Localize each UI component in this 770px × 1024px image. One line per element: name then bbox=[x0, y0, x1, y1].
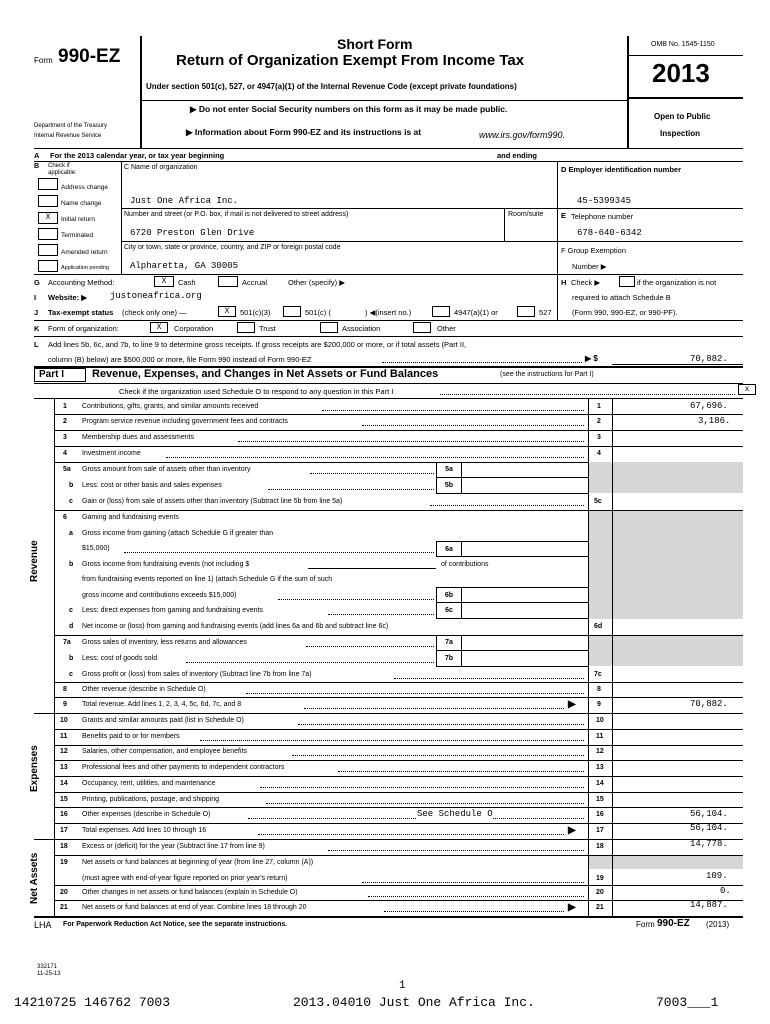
line-value-end-assets: 14,887. bbox=[690, 900, 728, 910]
footer-form-prefix: Form bbox=[636, 920, 655, 929]
other-method-label: Other (specify) ▶ bbox=[288, 278, 346, 287]
omb-number: OMB No. 1545-1150 bbox=[651, 41, 715, 48]
line-text: Occupancy, rent, utilities, and maintenance bbox=[82, 780, 216, 787]
line-value-program-service: 3,186. bbox=[698, 416, 731, 426]
inner-value-5b[interactable] bbox=[462, 478, 588, 494]
row-l-label: L bbox=[34, 340, 39, 349]
line-box: 7c bbox=[594, 671, 602, 678]
gross-receipts-value: 70,882. bbox=[690, 354, 728, 364]
line-text: Program service revenue including government fees and contracts bbox=[82, 418, 288, 425]
line-num: 3 bbox=[63, 434, 67, 441]
row-a-text: For the 2013 calendar year, or tax year beginning bbox=[50, 151, 225, 160]
line-text: $15,000) bbox=[82, 545, 110, 552]
city-state-zip: Alpharetta, GA 30005 bbox=[130, 261, 239, 271]
line-num: b bbox=[69, 561, 74, 568]
lha-label: LHA bbox=[34, 920, 52, 930]
line-num: b bbox=[69, 482, 74, 489]
phone-label: Telephone number bbox=[571, 212, 634, 221]
row-h-label: H bbox=[561, 278, 567, 287]
line-num: 17 bbox=[60, 827, 68, 834]
bottom-left-code: 14210725 146762 7003 bbox=[14, 995, 171, 1010]
line-num: 2 bbox=[63, 418, 67, 425]
info-url: www.irs.gov/form990. bbox=[479, 130, 566, 140]
website-label: Website: ▶ bbox=[48, 293, 87, 302]
row-i-label: I bbox=[34, 293, 37, 302]
line-value-total-revenue: 70,882. bbox=[690, 699, 728, 709]
inner-box: 6b bbox=[436, 587, 462, 603]
form-title: Short Form bbox=[337, 36, 413, 52]
dept-label: Department of the Treasury bbox=[34, 123, 108, 129]
phone-value: 678-640-6342 bbox=[577, 228, 642, 238]
checkbox-terminated[interactable] bbox=[38, 228, 58, 240]
line-box: 20 bbox=[596, 889, 604, 896]
cash-label: Cash bbox=[178, 278, 196, 287]
phone-e-label: E bbox=[561, 211, 567, 220]
row-k-label: K bbox=[34, 324, 40, 333]
address-change-label: Address change bbox=[61, 184, 108, 191]
line-box: 9 bbox=[597, 701, 601, 708]
accounting-method-label: Accounting Method: bbox=[48, 278, 115, 287]
line-value-contributions: 67,696. bbox=[690, 401, 728, 411]
line-text: gross income and contributions exceeds $15,000) bbox=[82, 592, 237, 599]
line-text: Gross income from gaming (attach Schedule G if greater than bbox=[82, 530, 274, 537]
inner-box: 7a bbox=[436, 635, 462, 651]
l-line1: Add lines 5b, 6c, and 7b, to line 9 to determine gross receipts. If gross receipts are $200,000 or more, or if total assets (Part II, bbox=[48, 340, 467, 349]
line-text: Net income or (loss) from gaming and fundraising events (add lines 6a and 6b and subtract line 6c) bbox=[82, 623, 389, 630]
line-value-beginning-assets: 109. bbox=[706, 871, 728, 881]
checkbox-initial-return[interactable]: X bbox=[38, 212, 58, 224]
line-num: 20 bbox=[60, 889, 68, 896]
h-line3: (Form 990, 990-EZ, or 990-PF). bbox=[572, 308, 678, 317]
check-if: Check if bbox=[48, 163, 70, 169]
line-num: 16 bbox=[60, 811, 68, 818]
association-label: Association bbox=[342, 324, 381, 333]
line-extra-see-schedule-o: See Schedule O bbox=[417, 809, 493, 819]
line-num: 1 bbox=[63, 403, 67, 410]
form-code: 332171 bbox=[37, 964, 58, 970]
line-text: Professional fees and other payments to independent contractors bbox=[82, 764, 285, 771]
section-line: Under section 501(c), 527, or 4947(a)(1) of the Internal Revenue Code (except private foundations) bbox=[146, 82, 517, 91]
row-a-ending: and ending bbox=[497, 151, 537, 160]
h-check-label: Check ▶ bbox=[571, 278, 601, 287]
line-arrow: ▶ bbox=[568, 825, 576, 836]
line-text: Membership dues and assessments bbox=[82, 434, 195, 441]
line-num: 7a bbox=[63, 639, 71, 646]
line-value-excess: 14,778. bbox=[690, 839, 728, 849]
line-num: a bbox=[69, 530, 73, 537]
l-line2: column (B) below) are $500,000 or more, file Form 990 instead of Form 990-EZ bbox=[48, 355, 312, 364]
inner-value-6b[interactable] bbox=[462, 587, 588, 603]
inner-value-7b[interactable] bbox=[462, 651, 588, 667]
checkbox-accrual[interactable] bbox=[218, 276, 238, 287]
line-text: Excess or (deficit) for the year (Subtract line 17 from line 9) bbox=[82, 843, 265, 850]
row-a-label: A bbox=[34, 151, 40, 160]
527-label: 527 bbox=[539, 308, 552, 317]
footer-form-year: (2013) bbox=[706, 920, 730, 929]
expenses-side-label: Expenses bbox=[29, 745, 40, 792]
line-num: b bbox=[69, 655, 74, 662]
line-text: Printing, publications, postage, and shipping bbox=[82, 796, 219, 803]
room-label: Room/suite bbox=[508, 211, 544, 218]
checkbox-application-pending[interactable] bbox=[38, 260, 58, 272]
row-g-label: G bbox=[34, 278, 40, 287]
line-arrow: ▶ bbox=[568, 902, 576, 913]
checkbox-schedule-o[interactable]: x bbox=[738, 384, 756, 395]
info-notice: ▶ Information about Form 990-EZ and its instructions is at bbox=[186, 127, 422, 137]
line-text: from fundraising events reported on line 1) (attach Schedule G if the sum of such bbox=[82, 576, 333, 583]
trust-label: Trust bbox=[259, 324, 276, 333]
line-text: Gross income from fundraising events (not including $ bbox=[82, 561, 250, 568]
org-name: Just One Africa Inc. bbox=[130, 196, 239, 206]
line-num: 18 bbox=[60, 843, 68, 850]
line-text: Grants and similar amounts paid (list in Schedule O) bbox=[82, 717, 244, 724]
checkbox-address-change[interactable] bbox=[38, 178, 58, 190]
schedule-o-check-text: Check if the organization used Schedule O to respond to any question in this Part I bbox=[119, 387, 394, 396]
ssn-notice: ▶ Do not enter Social Security numbers on this form as it may be made public. bbox=[190, 104, 508, 114]
tax-year: 2013 bbox=[652, 58, 710, 88]
form-date-code: 11-25-13 bbox=[37, 971, 61, 977]
line-box: 14 bbox=[596, 780, 604, 787]
inner-value-6a[interactable] bbox=[462, 541, 588, 557]
line-text-total-revenue: Total revenue. Add lines 1, 2, 3, 4, 5c, 6d, 7c, and 8 bbox=[82, 701, 242, 708]
checkbox-cash[interactable]: X bbox=[154, 276, 174, 287]
line-box: 17 bbox=[596, 827, 604, 834]
street-label: Number and street (or P.O. box, if mail is not delivered to street address) bbox=[124, 211, 349, 218]
l-arrow: ▶ $ bbox=[585, 354, 598, 363]
group-exemption-label: F Group Exemption bbox=[561, 246, 627, 255]
line-box: 15 bbox=[596, 796, 604, 803]
line-text: Gross sales of inventory, less returns and allowances bbox=[82, 639, 247, 646]
line-num: 12 bbox=[60, 748, 68, 755]
line-text: Contributions, gifts, grants, and similar amounts received bbox=[82, 403, 259, 410]
line-text: (must agree with end-of-year figure reported on prior year's return) bbox=[82, 875, 288, 882]
line-text: Gaming and fundraising events bbox=[82, 514, 179, 521]
line-text: Net assets or fund balances at beginning of year (from line 27, column (A)) bbox=[82, 859, 314, 866]
line-box: 13 bbox=[596, 764, 604, 771]
checkbox-other-org[interactable] bbox=[413, 322, 431, 333]
line-text: Less: direct expenses from gaming and fundraising events bbox=[82, 607, 263, 614]
4947-label: 4947(a)(1) or bbox=[454, 308, 498, 317]
line-num: 11 bbox=[60, 733, 68, 740]
inner-box: 6c bbox=[436, 603, 462, 619]
checkbox-527[interactable] bbox=[517, 306, 535, 317]
name-change-label: Name change bbox=[61, 200, 102, 207]
line-num: 5a bbox=[63, 466, 71, 473]
line-num: 10 bbox=[60, 717, 68, 724]
line-box: 6d bbox=[594, 623, 603, 630]
line-text: Investment income bbox=[82, 450, 141, 457]
line-text: Gain or (loss) from sale of assets other than inventory (Subtract line 5b from line 5a) bbox=[82, 498, 343, 505]
line-text: Other changes in net assets or fund balances (explain in Schedule O) bbox=[82, 889, 298, 896]
inner-value-6c[interactable] bbox=[462, 603, 588, 619]
other-org-label: Other bbox=[437, 324, 456, 333]
501c-label: 501(c) ( bbox=[305, 308, 331, 317]
line-num: 21 bbox=[60, 904, 68, 911]
501c3-label: 501(c)(3) bbox=[240, 308, 271, 317]
line-box: 5c bbox=[594, 498, 602, 505]
line-num: c bbox=[69, 498, 73, 505]
street-address: 6720 Preston Glen Drive bbox=[130, 228, 255, 238]
checkbox-501c[interactable] bbox=[283, 306, 301, 317]
application-pending-label: Application pending bbox=[61, 265, 110, 271]
checkbox-amended-return[interactable] bbox=[38, 244, 58, 256]
line-text: Other revenue (describe in Schedule O) bbox=[82, 686, 206, 693]
initial-return-label: Initial return bbox=[61, 216, 95, 223]
checkbox-trust[interactable] bbox=[237, 322, 255, 333]
corporation-label: Corporation bbox=[174, 324, 214, 333]
line-num: 6 bbox=[63, 514, 67, 521]
part1-title: Revenue, Expenses, and Changes in Net Assets or Fund Balances bbox=[92, 368, 439, 380]
row-j-label: J bbox=[34, 308, 39, 317]
applicable: applicable: bbox=[48, 170, 77, 176]
line-text: Less: cost of goods sold bbox=[82, 655, 158, 662]
line-extra: of contributions bbox=[441, 561, 489, 568]
footer-form-number: 990-EZ bbox=[657, 918, 690, 929]
line-value-other-changes: 0. bbox=[720, 886, 731, 896]
line-text: Gross amount from sale of assets other than inventory bbox=[82, 466, 251, 473]
inspection-label: Inspection bbox=[660, 129, 701, 138]
bottom-right-code: 7003___1 bbox=[656, 995, 719, 1010]
inner-box: 5a bbox=[436, 462, 462, 478]
line-box: 1 bbox=[597, 403, 601, 410]
check-one-label: (check only one) — bbox=[122, 308, 187, 317]
line-box: 18 bbox=[596, 843, 604, 850]
checkbox-schedule-b[interactable] bbox=[619, 276, 635, 287]
form-number: 990-EZ bbox=[58, 46, 121, 67]
form-prefix: Form bbox=[34, 56, 53, 65]
line-num: 8 bbox=[63, 686, 67, 693]
checkbox-corporation[interactable]: X bbox=[150, 322, 168, 333]
org-name-label: C Name of organization bbox=[124, 164, 198, 171]
open-public: Open to Public bbox=[654, 112, 711, 121]
checkbox-4947[interactable] bbox=[432, 306, 450, 317]
org-form-label: Form of organization: bbox=[48, 324, 119, 333]
inner-box: 6a bbox=[436, 541, 462, 557]
form-subtitle: Return of Organization Exempt From Income Tax bbox=[176, 52, 525, 69]
checkbox-name-change[interactable] bbox=[38, 195, 58, 207]
line-num: 13 bbox=[60, 764, 68, 771]
line-num: 9 bbox=[63, 701, 67, 708]
line-num: 14 bbox=[60, 780, 68, 787]
page-number: 1 bbox=[399, 980, 406, 992]
line-num: 15 bbox=[60, 796, 68, 803]
net-assets-side-label: Net Assets bbox=[29, 852, 40, 904]
line-num: c bbox=[69, 607, 73, 614]
line-text: Gross profit or (loss) from sales of inventory (Subtract line 7b from line 7a) bbox=[82, 671, 312, 678]
line-text: Other expenses (describe in Schedule O) bbox=[82, 811, 211, 818]
ein-value: 45-5399345 bbox=[577, 196, 632, 206]
line-text: Less: cost or other basis and sales expenses bbox=[82, 482, 222, 489]
line-text: Salaries, other compensation, and employee benefits bbox=[82, 748, 247, 755]
terminated-label: Terminated bbox=[61, 232, 94, 239]
city-label: City or town, state or province, country, and ZIP or foreign postal code bbox=[124, 244, 341, 251]
row-b-label: B bbox=[34, 163, 40, 170]
line-box: 4 bbox=[597, 450, 601, 457]
amended-return-label: Amended return bbox=[61, 249, 108, 256]
line-box: 16 bbox=[596, 811, 604, 818]
paperwork-notice: For Paperwork Reduction Act Notice, see the separate instructions. bbox=[63, 921, 288, 928]
line-box: 19 bbox=[596, 875, 604, 882]
h-text: if the organization is not bbox=[637, 278, 717, 287]
line-text-total-expenses: Total expenses. Add lines 10 through 16 bbox=[82, 827, 207, 834]
line-box: 2 bbox=[597, 418, 601, 425]
irs-label: Internal Revenue Service bbox=[34, 133, 102, 139]
inner-value-7a[interactable] bbox=[462, 635, 588, 651]
website-value: justoneafrica.org bbox=[110, 291, 202, 301]
line-box: 3 bbox=[597, 434, 601, 441]
line-num: 19 bbox=[60, 859, 68, 866]
checkbox-association[interactable] bbox=[320, 322, 338, 333]
accrual-label: Accrual bbox=[242, 278, 268, 287]
ein-label: D Employer identification number bbox=[561, 165, 682, 174]
bottom-mid-code: 2013.04010 Just One Africa Inc. bbox=[293, 995, 535, 1010]
line-num: d bbox=[69, 623, 74, 630]
revenue-side-label: Revenue bbox=[29, 540, 40, 582]
line-box: 8 bbox=[597, 686, 601, 693]
line-box: 11 bbox=[596, 733, 604, 740]
inner-value-5a[interactable] bbox=[462, 462, 588, 478]
tax-exempt-label: Tax-exempt status bbox=[48, 308, 114, 317]
line-num: 4 bbox=[63, 450, 67, 457]
line-value-other-expenses: 56,104. bbox=[690, 809, 728, 819]
line-arrow: ▶ bbox=[568, 699, 576, 710]
line-box: 12 bbox=[596, 748, 604, 755]
line-box: 10 bbox=[596, 717, 604, 724]
part1-title-note: (see the instructions for Part I) bbox=[500, 371, 594, 378]
inner-box: 5b bbox=[436, 478, 462, 494]
inner-box: 7b bbox=[436, 651, 462, 667]
h-line2: required to attach Schedule B bbox=[572, 293, 671, 302]
line-text: Net assets or fund balances at end of year. Combine lines 18 through 20 bbox=[82, 904, 307, 911]
checkbox-501c3[interactable]: X bbox=[218, 306, 236, 317]
group-number-label: Number ▶ bbox=[572, 262, 607, 271]
part1-tag: Part I bbox=[34, 368, 86, 382]
line-value-total-expenses: 56,104. bbox=[690, 823, 728, 833]
insert-no-label: ) ◀(insert no.) bbox=[365, 308, 412, 317]
line-num: c bbox=[69, 671, 73, 678]
line-box: 21 bbox=[596, 904, 604, 911]
line-text: Benefits paid to or for members bbox=[82, 733, 180, 740]
